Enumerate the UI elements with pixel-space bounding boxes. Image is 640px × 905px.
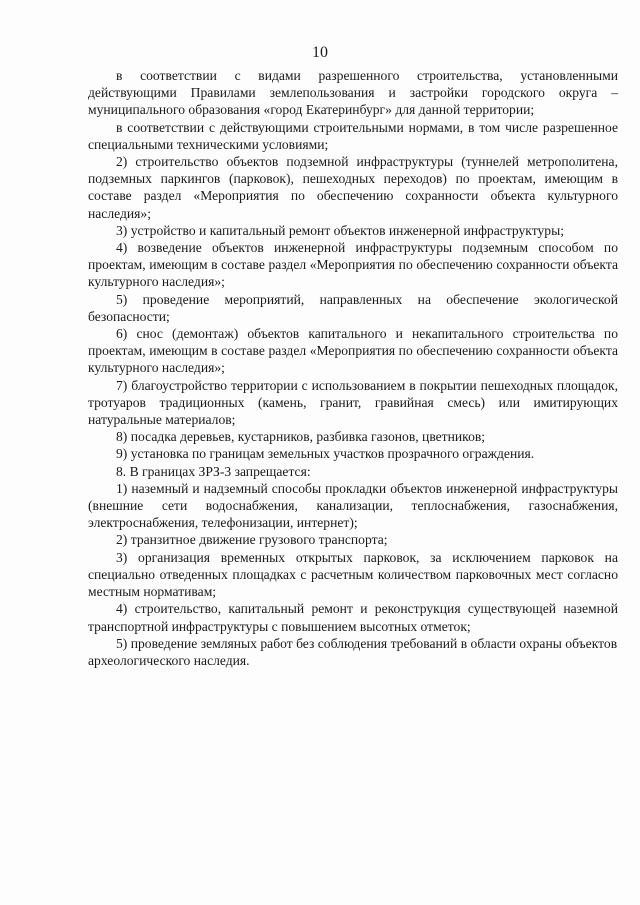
paragraph: 7) благоустройство территории с использованием в покрытии пешеходных площадок, тротуаров традиционных (камень, гранит, гравийная смесь) или имитирующих натуральные материалов; [88,377,618,428]
paragraph: 2) строительство объектов подземной инфраструктуры (туннелей метрополитена, подземных паркингов (парковок), пешеходных переходов) по проектам, имеющим в составе раздел «Мероприятия по обеспечению сохранности объекта культурного наследия»; [88,154,618,221]
paragraph: 4) возведение объектов инженерной инфраструктуры подземным способом по проектам, имеющим в составе раздел «Мероприятия по обеспечению сохранности объекта культурного наследия»; [88,240,618,290]
paragraph: 8) посадка деревьев, кустарников, разбивка газонов, цветников; [116,429,486,445]
paragraph: 4) строительство, капитальный ремонт и реконструкция существующей наземной транспортной инфраструктуры с повышением высотных отметок; [88,601,618,634]
paragraph: 2) транзитное движение грузового транспорта; [116,532,388,548]
document-body [88,67,618,669]
paragraph: 9) установка по границам земельных участков прозрачного ограждения. [116,446,535,462]
paragraph: 6) снос (демонтаж) объектов капитального и некапитального строительства по проектам, имеющим в составе раздел «Мероприятия по обеспечению сохранности объекта культурного наследия»; [88,326,618,376]
paragraph: 5) проведение мероприятий, направленных на обеспечение экологической безопасности; [88,291,618,324]
paragraph: 3) устройство и капитальный ремонт объектов инженерной инфраструктуры; [116,222,564,238]
paragraph: 5) проведение земляных работ без соблюдения требований в области охраны объектов археологического наследия. [88,635,618,668]
page-number: 10 [312,44,328,61]
section-heading: 8. В границах ЗРЗ-3 запрещается: [116,463,311,479]
paragraph: 3) организация временных открытых парковок, за исключением парковок на специально отведенных площадках с расчетным количеством парковочных мест согласно местным нормативам; [88,549,618,600]
paragraph: в соответствии с действующими строительными нормами, в том числе разрешенное специальными техническими условиями; [88,119,618,152]
paragraph: 1) наземный и надземный способы прокладки объектов инженерной инфраструктуры (внешние сети водоснабжения, канализации, теплоснабжения, газоснабжения, электроснабжения, телефонизации, интернет); [88,480,618,531]
paragraph: в соответствии с видами разрешенного строительства, установленными действующими Правилами землепользования и застройки городского округа – муниципального образования «город Екатеринбург» для данной территории; [88,68,618,118]
